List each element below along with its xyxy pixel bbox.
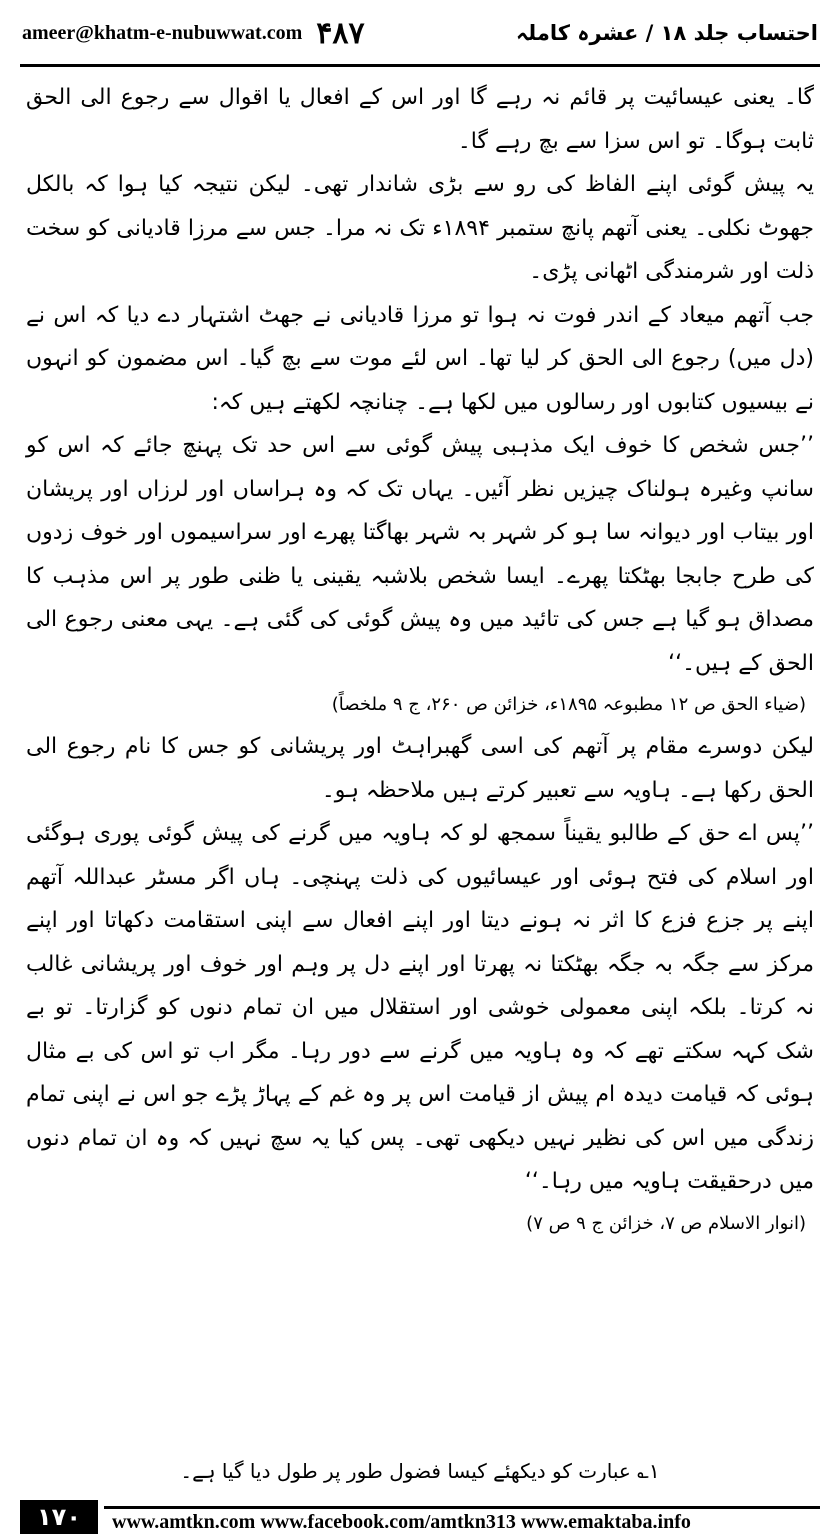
paragraph-5: لیکن دوسرے مقام پر آتھم کی اسی گھبراہٹ اور پریشانی کو جس کا نام رجوع الی الحق رکھا ہے۔ ہاویہ سے تعبیر کرتے ہیں ملاحظہ ہو۔ bbox=[26, 734, 814, 803]
page-body bbox=[26, 76, 814, 1244]
quote-1: ’’جس شخص کا خوف ایک مذہبی پیش گوئی سے اس حد تک پہنچ جائے کہ اس کو سانپ وغیرہ ہولناک چیزیں نظر آئیں۔ یہاں تک کہ وہ ہراساں اور لرزاں اور پریشان اور بیتاب اور دیوانہ سا ہو کر شہر بہ شہر بھاگتا پھرے اور سراسیموں اور خوف زدوں کی طرح جابجا بھٹکتا پھرے۔ ایسا شخص بلاشبہ یقینی یا ظنی طور پر اس مذہب کا مصداق ہو گیا ہے جس کی تائید میں وہ پیش گوئی کی گئی ہے۔ یہی معنی رجوع الی الحق کے ہیں۔‘‘ bbox=[26, 433, 814, 676]
reference-1: (ضیاء الحق ص ۱۲ مطبوعہ ۱۸۹۵ء، خزائن ص ۲۶۰، ج ۹ ملخصاً) bbox=[331, 694, 806, 715]
header-rule bbox=[20, 64, 820, 67]
footer-rule bbox=[104, 1506, 820, 1534]
paragraph-2: یہ پیش گوئی اپنے الفاظ کی رو سے بڑی شاندار تھی۔ لیکن نتیجہ کیا ہوا کہ بالکل جھوٹ نکلی۔ یعنی آتھم پانچ ستمبر ۱۸۹۴ء تک نہ مرا۔ جس سے مرزا قادیانی کو سخت ذلت اور شرمندگی اٹھانی پڑی۔ bbox=[26, 172, 814, 284]
header-email[interactable]: ameer@khatm-e-nubuwwat.com bbox=[22, 21, 303, 44]
header-page-number: ۴۸۷ bbox=[316, 15, 365, 51]
paragraph-3: جب آتھم میعاد کے اندر فوت نہ ہوا تو مرزا قادیانی نے جھٹ اشتہار دے دیا کہ اس نے (دل میں) رجوع الی الحق کر لیا تھا۔ اس لئے موت سے بچ گیا۔ اس مضمون کو انہوں نے بیسیوں کتابوں اور رسالوں میں لکھا ہے۔ چنانچہ لکھتے ہیں کہ: bbox=[26, 302, 814, 415]
header-left bbox=[22, 16, 365, 51]
footer-page-number: ۱۷۰ bbox=[20, 1500, 98, 1534]
paragraph-1: گا۔ یعنی عیسائیت پر قائم نہ رہے گا اور اس کے افعال یا اقوال سے رجوع الی الحق ثابت ہوگا۔ تو اس سزا سے بچ رہے گا۔ bbox=[26, 85, 814, 154]
page-header bbox=[22, 8, 818, 58]
footnote: ۱؎ عبارت کو دیکھئے کیسا فضول طور پر طول دیا گیا ہے۔ bbox=[180, 1459, 660, 1483]
page-footer bbox=[20, 1500, 820, 1534]
footer-links[interactable]: www.amtkn.com www.facebook.com/amtkn313 www.emaktaba.info bbox=[112, 1511, 691, 1533]
header-title: احتساب جلد ۱۸ / عشرہ کاملہ bbox=[515, 21, 818, 45]
quote-2: ’’پس اے حق کے طالبو یقیناً سمجھ لو کہ ہاویہ میں گرنے کی پیش گوئی پوری ہوگئی اور اسلام کی فتح ہوئی اور عیسائیوں کی ذلت پہنچی۔ ہاں اگر مسٹر عبداللہ آتھم اپنے پر جزع فزع کا اثر نہ ہونے دیتا اور اپنے افعال سے اپنی استقامت دکھاتا اور اپنے مرکز سے جگہ بہ جگہ بھٹکتا نہ پھرتا اور اپنے دل پر وہم اور خوف اور پریشانی غالب نہ کرتا۔ بلکہ اپنی معمولی خوشی اور استقلال میں ان تمام دنوں کو گزارتا۔ تو بے شک کہہ سکتے تھے کہ وہ ہاویہ میں گرنے سے دور رہا۔ مگر اب تو اس کی بے مثال ہوئی کہ قیامت دیدہ ام پیش از قیامت اس پر وہ غم کے پہاڑ پڑے جو اس نے اپنی تمام زندگی میں اس کی نظیر نہیں دیکھی تھی۔ پس کیا یہ سچ نہیں کہ وہ ان تمام دنوں میں درحقیقت ہاویہ میں رہا۔‘‘ bbox=[26, 821, 814, 1194]
reference-2: (انوار الاسلام ص ۷، خزائن ج ۹ ص ۷) bbox=[526, 1212, 806, 1234]
